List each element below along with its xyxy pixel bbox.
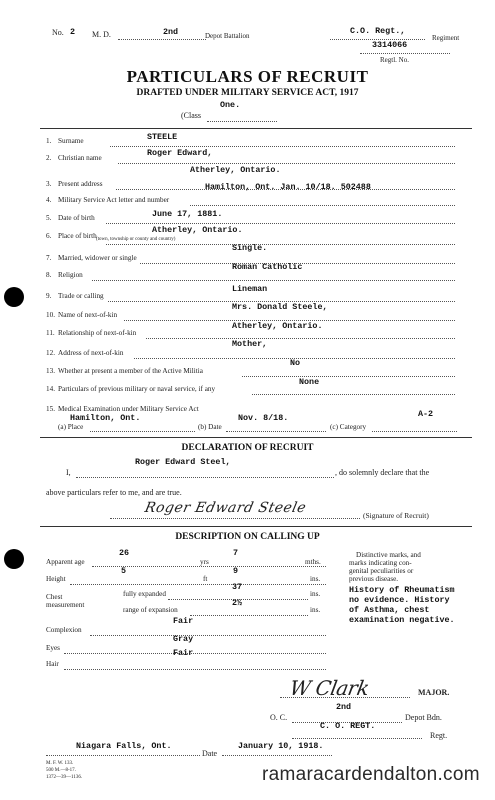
eyes-label: Eyes [46,644,60,652]
medical-label: Medical Examination under Military Service Act [58,405,199,413]
range-label: range of expansion [123,606,178,614]
medical-date-value: Nov. 8/18. [238,413,289,423]
regt-label: Regt. [430,731,448,740]
particular-num: 1. [46,137,52,145]
yrs-label: yrs [200,558,209,566]
watermark-text: ramaracardendalton.com [262,764,480,785]
chest-label: Chest measurement [46,593,85,609]
declaration-title: DECLARATION OF RECRUIT [181,443,314,453]
ins-label-height: ins. [310,575,321,583]
regt-value: C. O. REGT. [320,721,376,731]
complexion-line [90,635,326,636]
recruit-signature: Roger Edward Steele [143,500,308,516]
particular-line [106,223,455,224]
particular-num: 13. [46,367,55,375]
no-value: 2 [70,27,76,37]
particular-num: 14. [46,385,55,393]
print-code-3: 1372—39—1136. [46,775,83,780]
fully-expanded-label: fully expanded [123,590,166,598]
footer-date-line [222,755,332,756]
punch-hole-top [4,287,24,307]
particular-label: Date of birth [58,214,95,222]
ins-label-range: ins. [310,606,321,614]
marks-value-1: History of Rheumatism [349,585,455,595]
marks-value-2: no evidence. History [349,595,450,605]
particular-label: Christian name [58,154,102,162]
md-label: M. D. [92,30,111,39]
regiment-label: Regiment [432,34,460,42]
medical-place-label: (a) Place [58,423,84,431]
msa-number-value: Hamilton, Ont. Jan. 10/18. 502488 [205,182,371,192]
particular-num: 8. [46,271,52,279]
regt-line [292,738,422,739]
particular-label: Military Service Act letter and number [58,196,170,204]
particular-num: 11. [46,329,55,337]
particular-num: 5. [46,214,52,222]
christian-name-value: Roger Edward, [147,148,213,158]
particular-sublabel: (town, township or county and country) [96,237,176,242]
regt-no-value: 3314066 [372,40,408,50]
particular-label: Name of next-of-kin [58,311,118,319]
marks-label-1: Distinctive marks, and [356,551,421,559]
footer-date: January 10, 1918. [238,741,324,751]
particular-label: Address of next-of-kin [58,349,124,357]
particular-num: 10. [46,311,55,319]
height-ins-value: 9 [233,566,239,576]
particular-line [242,376,455,377]
age-years-value: 26 [119,548,130,558]
particular-line [106,244,455,245]
hair-value: Fair [173,648,194,658]
class-line [207,121,277,122]
particular-num: 2. [46,154,52,162]
marks-label-2: marks indicating con- [349,559,412,567]
apparent-age-label: Apparent age [46,558,85,566]
particular-label: Surname [58,137,84,145]
particular-line [146,338,455,339]
date-of-birth-value: June 17, 1881. [152,209,223,219]
height-label: Height [46,575,66,583]
particular-num: 12. [46,349,55,357]
particular-label: Present address [58,180,103,188]
officer-signature: W Clark [287,676,371,700]
particular-label: Whether at present a member of the Active Militia [58,367,203,375]
co-regt-value: C.O. Regt., [350,26,406,36]
kin-address-value: Mother, [232,339,268,349]
place-line [90,431,195,432]
oc-label: O. C. [270,713,288,722]
height-line [70,584,326,585]
description-title: DESCRIPTION ON CALLING UP [175,532,320,542]
particular-line [118,163,455,164]
marital-status-value: Single. [232,243,268,253]
particular-line [190,205,455,206]
present-address-value: Atherley, Ontario. [190,165,281,175]
header-line-3 [360,53,450,54]
particular-label: Religion [58,271,83,279]
particular-label: Particulars of previous military or naval service, if any [58,385,216,393]
footer-place: Niagara Falls, Ont. [76,741,172,751]
next-of-kin-value: Mrs. Donald Steele, [232,302,328,312]
depot-value: 2nd [336,702,352,712]
divider-top [40,128,472,129]
chest-line-2 [190,615,308,616]
surname-value: STEELE [147,132,178,142]
depot-battalion-label: Depot Battalion [205,32,250,40]
particular-label: Married, widower or single [58,254,137,262]
eyes-value: Gray [173,634,194,644]
class-label: (Class [181,111,201,120]
footer-date-label: Date [202,749,218,758]
particular-line [252,394,455,395]
hair-line [64,669,326,670]
divider-mid-2 [40,526,472,527]
medical-category-label: (c) Category [330,423,367,431]
particular-num: 7. [46,254,52,262]
medical-category-value: A-2 [418,409,434,419]
marks-label-4: previous disease. [349,575,399,583]
regt-no-label: Regtl. No. [380,56,409,64]
active-militia-value: No [290,358,301,368]
religion-value: Roman Catholic [232,262,303,272]
particular-label: Relationship of next-of-kin [58,329,137,337]
signature-label: (Signature of Recruit) [363,511,429,520]
depot-label: Depot Bdn. [405,713,442,722]
place-of-birth-value: Atherley, Ontario. [152,225,243,235]
date-line [226,431,326,432]
signature-line [110,518,360,519]
page-title: PARTICULARS OF RECRUIT [126,67,369,86]
header-line-1 [118,39,206,40]
particular-num: 3. [46,180,52,188]
declaration-name: Roger Edward Steel, [135,457,231,467]
age-months-value: 7 [233,548,239,558]
particular-line [110,146,455,147]
trade-value: Lineman [232,284,268,294]
footer-place-line [46,755,200,756]
complexion-value: Fair [173,616,194,626]
print-code-2: 500 M.—8-17. [46,768,76,773]
no-label: No. [52,28,64,37]
marks-value-4: examination negative. [349,615,455,625]
mths-label: mths. [305,558,321,566]
medical-num: 15. [46,405,55,413]
particular-label: Place of birth [58,232,97,240]
md-value: 2nd [163,27,179,37]
ins-label-chest: ins. [310,590,321,598]
punch-hole-bottom [4,549,24,569]
age-line [92,566,326,567]
declaration-name-line [76,477,334,478]
hair-label: Hair [46,660,59,668]
medical-date-label: (b) Date [198,423,222,431]
particular-num: 9. [46,292,52,300]
marks-label-3: genital peculiarities or [349,567,414,575]
ft-label: ft [203,575,208,583]
declaration-i-label: I, [66,468,71,477]
page-subtitle: DRAFTED UNDER MILITARY SERVICE ACT, 1917 [136,88,359,98]
print-code-1: M. F. W. 133. [46,761,74,766]
kin-relationship-value: Atherley, Ontario. [232,321,323,331]
particular-line [92,280,455,281]
category-line [372,431,457,432]
divider-mid-1 [40,437,472,438]
chest-expanded-value: 37 [232,582,243,592]
complexion-label: Complexion [46,626,82,634]
officer-rank: MAJOR. [418,688,450,697]
class-value: One. [220,100,241,110]
medical-place-value: Hamilton, Ont. [70,413,141,423]
officer-signature-line [280,697,410,698]
declaration-text-1: , do solemnly declare that the [335,468,430,477]
declaration-text-2: above particulars refer to me, and are true. [46,488,182,497]
particular-label: Trade or calling [58,292,104,300]
eyes-line [64,653,326,654]
marks-value-3: of Asthma, chest [349,605,430,615]
height-ft-value: 5 [121,566,127,576]
previous-service-value: None [299,377,320,387]
chest-range-value: 2½ [232,598,243,608]
particular-num: 4. [46,196,52,204]
particular-num: 6. [46,232,52,240]
